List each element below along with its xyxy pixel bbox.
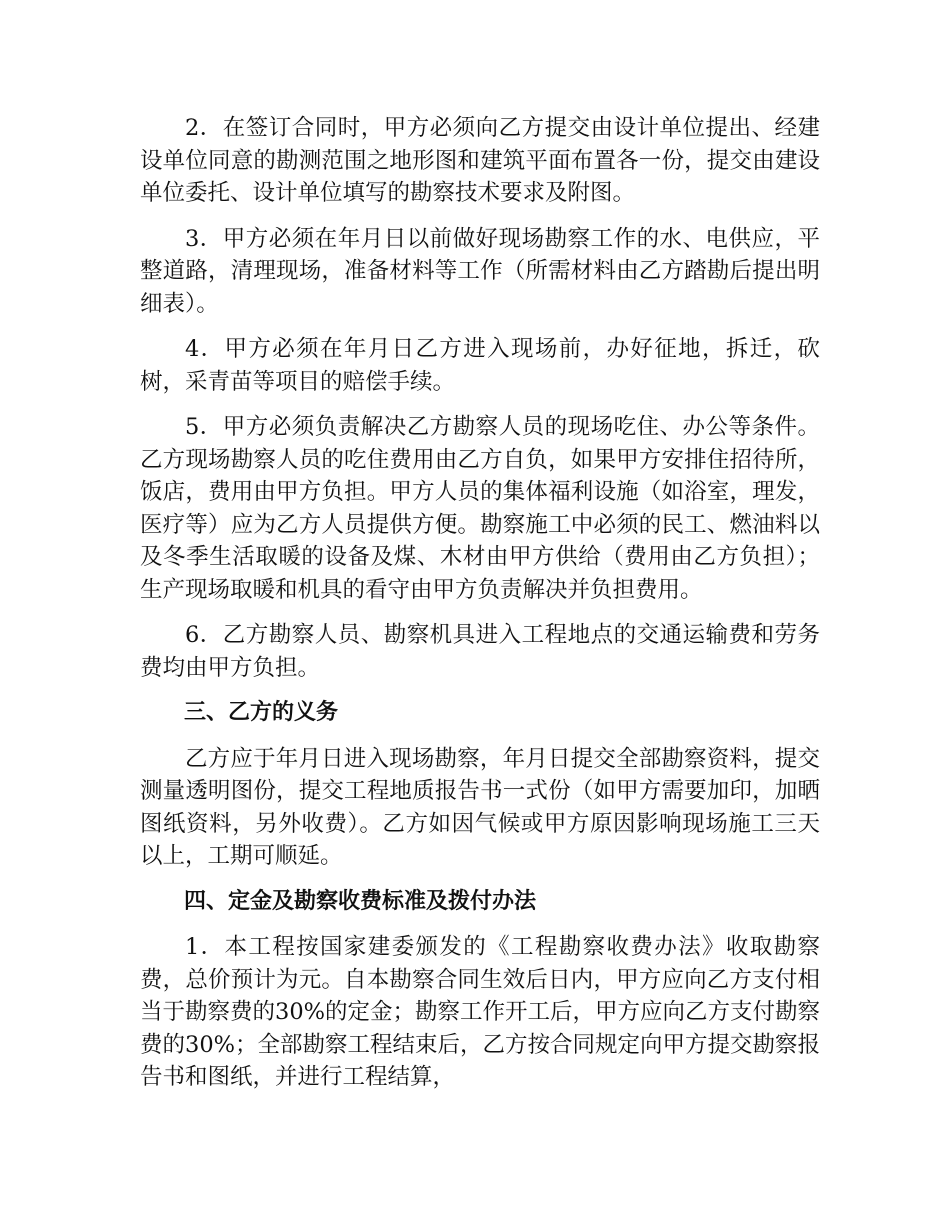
clause-3-paragraph: 3．甲方必须在年月日以前做好现场勘察工作的水、电供应，平整道路，清理现场，准备材料等工作（所需材料由乙方踏勘后提出明细表）。 [140, 225, 820, 317]
clause-5-paragraph: 5．甲方必须负责解决乙方勘察人员的现场吃住、办公等条件。乙方现场勘察人员的吃住费用由乙方自负，如果甲方安排住招待所，饭店，费用由甲方负担。甲方人员的集体福利设施（如浴室，理发，医疗等）应为乙方人员提供方便。勘察施工中必须的民工、燃油料以及冬季生活取暖的设备及煤、木材由甲方供给（费用由乙方负担）；生产现场取暖和机具的看守由甲方负责解决并负担费用。 [140, 414, 820, 603]
clause-2-paragraph: 2．在签订合同时，甲方必须向乙方提交由设计单位提出、经建设单位同意的勘测范围之地形图和建筑平面布置各一份，提交由建设单位委托、设计单位填写的勘察技术要求及附图。 [140, 115, 820, 206]
section-4-heading: 四、定金及勘察收费标准及拨付办法 [184, 888, 537, 914]
section-3-heading: 三、乙方的义务 [184, 700, 339, 725]
section-3-paragraph: 乙方应于年月日进入现场勘察，年月日提交全部勘察资料，提交测量透明图份，提交工程地质报告书一式份（如甲方需要加印，加晒图纸资料，另外收费）。乙方如因气候或甲方原因影响现场施工三天以上，工期可顺延。 [140, 745, 820, 869]
clause-4-paragraph: 4．甲方必须在年月日乙方进入现场前，办好征地，拆迁，砍树，采青苗等项目的赔偿手续。 [140, 336, 820, 395]
document-body [140, 112, 820, 1107]
section-4-clause-1-paragraph: 1．本工程按国家建委颁发的《工程勘察收费办法》收取勘察费，总价预计为元。自本勘察合同生效后日内，甲方应向乙方支付相当于勘察费的30%的定金；勘察工作开工后，甲方应向乙方支付勘察费的30%；全部勘察工程结束后，乙方按合同规定向甲方提交勘察报告书和图纸，并进行工程结算， [140, 934, 821, 1090]
clause-6-paragraph: 6．乙方勘察人员、勘察机具进入工程地点的交通运输费和劳务费均由甲方负担。 [140, 622, 820, 681]
